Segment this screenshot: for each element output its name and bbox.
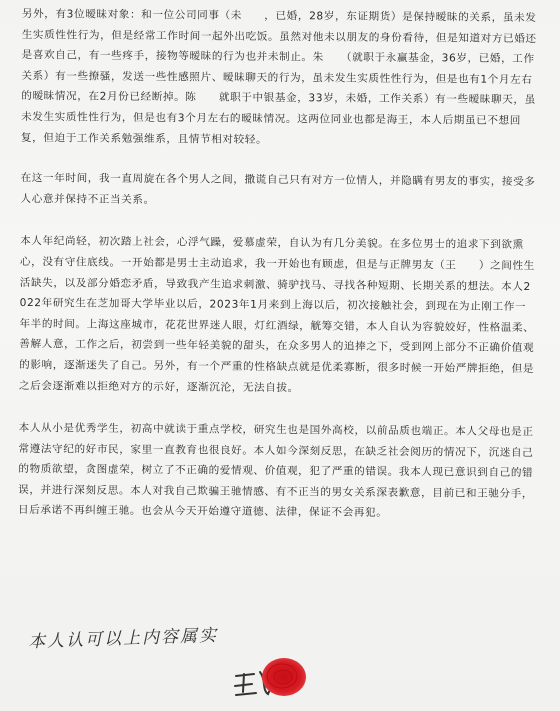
document-body	[18, 4, 538, 525]
handwritten-confirmation: 本人认可以上内容属实	[27, 625, 219, 653]
paragraph-ambiguous-relations: 另外，有3位暧昧对象：和一位公司同事（未 ，已婚，28岁，东证期货）是保持暧昧的关系，虽未发生实质性性行为，但是经常工作时间一起外出吃饭。虽然对他未以朋友的身份看待，但是知道对方已婚还是喜欢自己，有一些疼手，接物等暧昧的行为也并未制止。朱 （就职于永赢基金，36岁，已婚，工作关系）有一些撩骚，发送一些性感照片、暧昧聊天的行为，虽未发生实质性性行为，但是也有1个月左右的暧昧情况，在2月份已经断掉。陈 就职于中银基金，33岁，未婚，工作关系）有一些暧昧聊天，虽未发生实质性性行为，但是也有3个月左右的暧昧情况。这两位同业也都是海王，本人后期虽已不想回复，但迫于工作关系勉强维系，且情节相对较轻。	[20, 7, 537, 146]
paragraph-reflection: 本人从小是优秀学生，初高中就读于重点学校，研究生也是国外高校，以前品质也端正。本人父母也是正常遵法守纪的好市民，家里一直教育也很良好。本人如今深刻反思，在缺乏社会阅历的情况下，沉迷自己的物质欲望，贪图虚荣，树立了不正确的爱情观、价值观，犯了严重的错误。我本人现已意识到自己的错误，并进行深刻反思。本人对我自己欺骗王驰情感、有不正当的男女关系深表歉意，目前已和王驰分手，日后承诺不再纠缠王驰。也会从今天开始遵守道德、法律，保证不会再犯。	[17, 422, 534, 520]
fingerprint-stamp	[256, 654, 312, 700]
paragraph-reasons: 本人年纪尚轻，初次踏上社会，心浮气躁，爱慕虚荣，自认为有几分美貌。在多位男士的追求下到欲熏心，没有守住底线。一开始都是男士主动追求，我一开始也有顾虑，但是与正牌男友（王 ）之间性生活缺失，以及部分婚恋矛盾，导致我产生追求刺激、骑驴找马、寻找各种短期、长期关系的想法。本人2022年研究生在芝加哥大学毕业以后，2023年1月来到上海以后，初次接触社会，到现在为止刚工作一年半的时间。上海这座城市，花花世界迷人眼，灯红酒绿，觥筹交错，本人自认为容貌姣好，性格温柔、善解人意，工作之后，初尝到一些年轻美貌的甜头，在众多男人的追捧之下，受到网上部分不正确价值观的影响，逐渐迷失了自己。另外，有一个严重的性格缺点就是优柔寡断，很多时候一开始严牌拒绝，但是之后会逐渐难以拒绝对方的示好，逐渐沉沦，无法自拔。	[18, 235, 535, 394]
paragraph-summary: 在这一年时间，我一直周旋在各个男人之间，撒谎自己只有对方一位情人，并隐瞒有男友的事实，接受多人心意并保持不正当关系。	[20, 172, 536, 206]
